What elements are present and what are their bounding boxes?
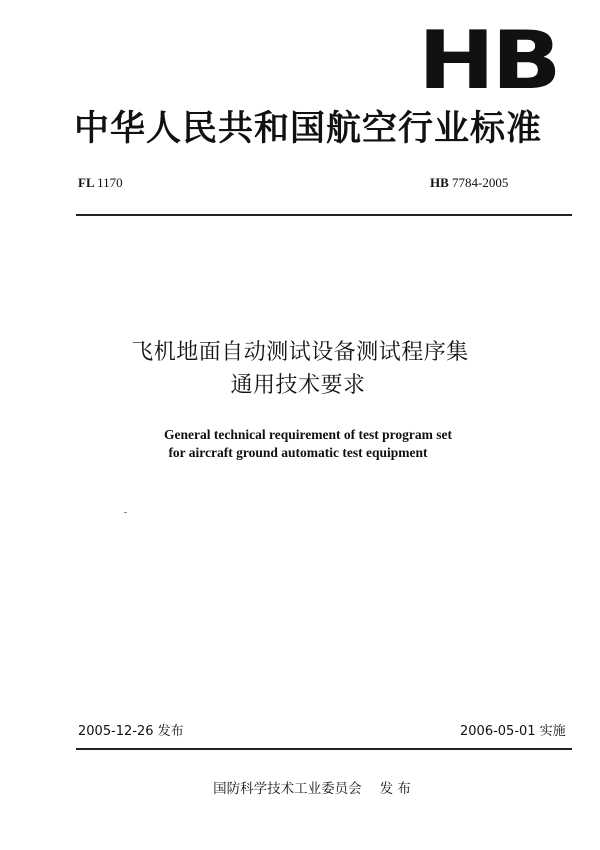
issue-date: 2005-12-26 发布 [78,724,184,739]
publisher-name: 国防科学技术工业委员会 [213,781,362,797]
chinese-title-line-1: 飞机地面自动测试设备测试程序集 [131,340,469,365]
standard-code: 7784-2005 [452,175,509,190]
publisher-line [0,779,600,799]
hb-logo: HB [418,14,559,107]
standard-number [430,174,508,192]
standard-prefix: HB [430,175,449,190]
classification-number [78,174,123,192]
classification-code: 1170 [97,175,123,190]
classification-prefix: FL [78,175,94,190]
chinese-title-line-2: 通用技术要求 [230,373,366,398]
top-divider [76,214,572,216]
english-title-line-2: for aircraft ground automatic test equipment [168,445,428,460]
bottom-divider [76,748,572,750]
publish-label: 发 布 [379,781,411,797]
implementation-date: 2006-05-01 实施 [460,724,566,739]
english-title-line-1: General technical requirement of test program set [164,427,452,442]
scan-speck [124,512,127,513]
standard-title: 中华人民共和国航空行业标准 [74,109,543,149]
